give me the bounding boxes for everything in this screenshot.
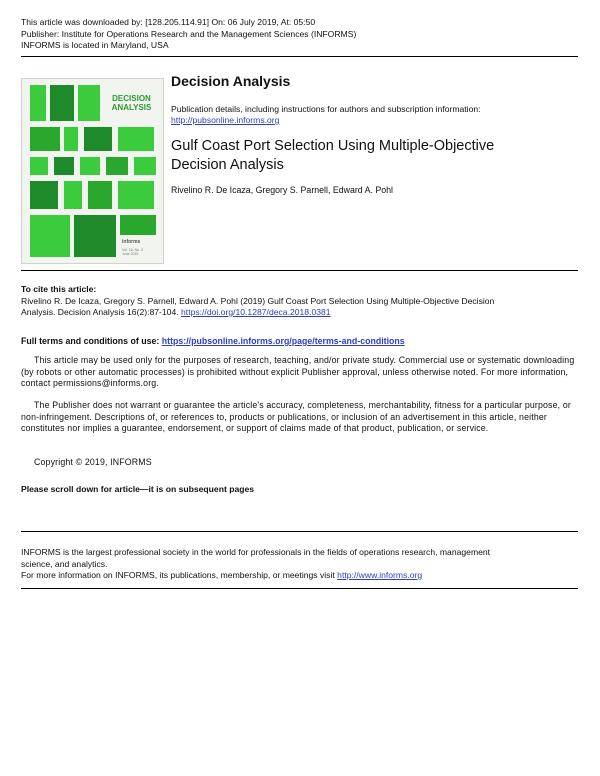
publication-details <box>171 104 481 126</box>
cover-tile <box>74 215 116 257</box>
scroll-notice: Please scroll down for article—it is on subsequent pages <box>21 484 255 494</box>
cover-tile <box>88 181 112 209</box>
about-informs <box>21 547 581 582</box>
publication-details-label: Publication details, including instructions for authors and subscription information: <box>171 104 481 114</box>
article-title-line: Gulf Coast Port Selection Using Multiple-Objective <box>171 138 495 154</box>
citation-label: To cite this article: <box>21 284 97 294</box>
doi-link[interactable]: https://doi.org/10.1287/deca.2018.0381 <box>181 307 331 317</box>
citation-text-2 <box>21 307 581 319</box>
location-line: INFORMS is located in Maryland, USA <box>21 40 169 50</box>
download-info <box>21 17 356 52</box>
about-line: science, and analytics. <box>21 558 108 569</box>
cover-tile <box>30 127 60 151</box>
download-line: This article was downloaded by: [128.205.114.91] On: 06 July 2019, At: 05:50 <box>21 17 316 27</box>
terms-link[interactable]: https://pubsonline.informs.org/page/terms-and-conditions <box>161 336 405 346</box>
citation-text: Rivelino R. De Icaza, Gregory S. Parnell, Edward A. Pohl (2019) Gulf Coast Port Selection Using Multiple-Objective Decision <box>21 295 495 306</box>
publication-details-link[interactable]: http://pubsonline.informs.org <box>171 115 280 125</box>
cover-tile <box>30 85 46 121</box>
cover-tile <box>106 157 128 175</box>
cover-volume: Vol. 16, No. 2 <box>122 248 144 252</box>
cover-tile <box>80 157 100 175</box>
cover-tile <box>64 127 78 151</box>
cover-title: DECISION ANALYSIS <box>111 94 152 112</box>
cover-tile <box>134 157 156 175</box>
journal-name: Decision Analysis <box>171 73 291 89</box>
disclaimer: The Publisher does not warrant or guarantee the article's accuracy, completeness, merchantability, fitness for a particular purpose, or non-infringement. Descriptions of, or references to, products or publications, or inclusion of an advertisement in this article, neither constitutes nor implies a guarantee, endorsement, or support of claims made of that product, publication, or service. <box>21 400 571 434</box>
article-title <box>171 137 571 175</box>
terms-label: Full terms and conditions of use: <box>21 336 162 346</box>
cover-publisher-logo: informs <box>122 239 141 245</box>
about-line: INFORMS is the largest professional society in the world for professionals in the fields of operations research, management <box>21 547 491 557</box>
citation-text-prefix: Analysis. Decision Analysis 16(2):87-104. <box>21 307 182 317</box>
use-notice: This article may be used only for the purposes of research, teaching, and/or private study. Commercial use or systematic downloading (by robots or other automatic processes) is prohibited without explicit Publisher approval, unless otherwise noted. For more information, contact permissions@informs.org. <box>21 355 575 389</box>
copyright: Copyright © 2019, INFORMS <box>34 457 152 467</box>
publisher-line: Publisher: Institute for Operations Research and the Management Sciences (INFORMS) <box>21 28 357 39</box>
divider <box>21 270 578 271</box>
cover-tile <box>50 85 74 121</box>
divider <box>21 588 578 589</box>
cover-tile <box>54 157 74 175</box>
cover-tile <box>84 127 112 151</box>
about-line-3 <box>21 570 581 582</box>
cover-tile <box>118 127 154 151</box>
cover-issue-info <box>122 248 143 256</box>
cover-tile <box>78 85 100 121</box>
terms-block <box>21 336 405 346</box>
citation-block <box>21 284 581 319</box>
article-authors: Rivelino R. De Icaza, Gregory S. Parnell, Edward A. Pohl <box>171 185 393 195</box>
divider <box>21 531 578 532</box>
divider <box>21 56 578 57</box>
cover-tile <box>120 215 156 235</box>
cover-tile <box>118 181 154 209</box>
cover-tile <box>64 181 82 209</box>
about-prefix: For more information on INFORMS, its publications, membership, or meetings visit <box>21 570 338 580</box>
cover-date: June 2019 <box>122 252 139 256</box>
cover-tile <box>30 181 58 209</box>
cover-tile <box>30 215 70 257</box>
cover-tile <box>30 157 48 175</box>
article-title-line: Decision Analysis <box>171 157 284 173</box>
informs-link[interactable]: http://www.informs.org <box>337 570 423 580</box>
journal-cover <box>21 78 164 264</box>
